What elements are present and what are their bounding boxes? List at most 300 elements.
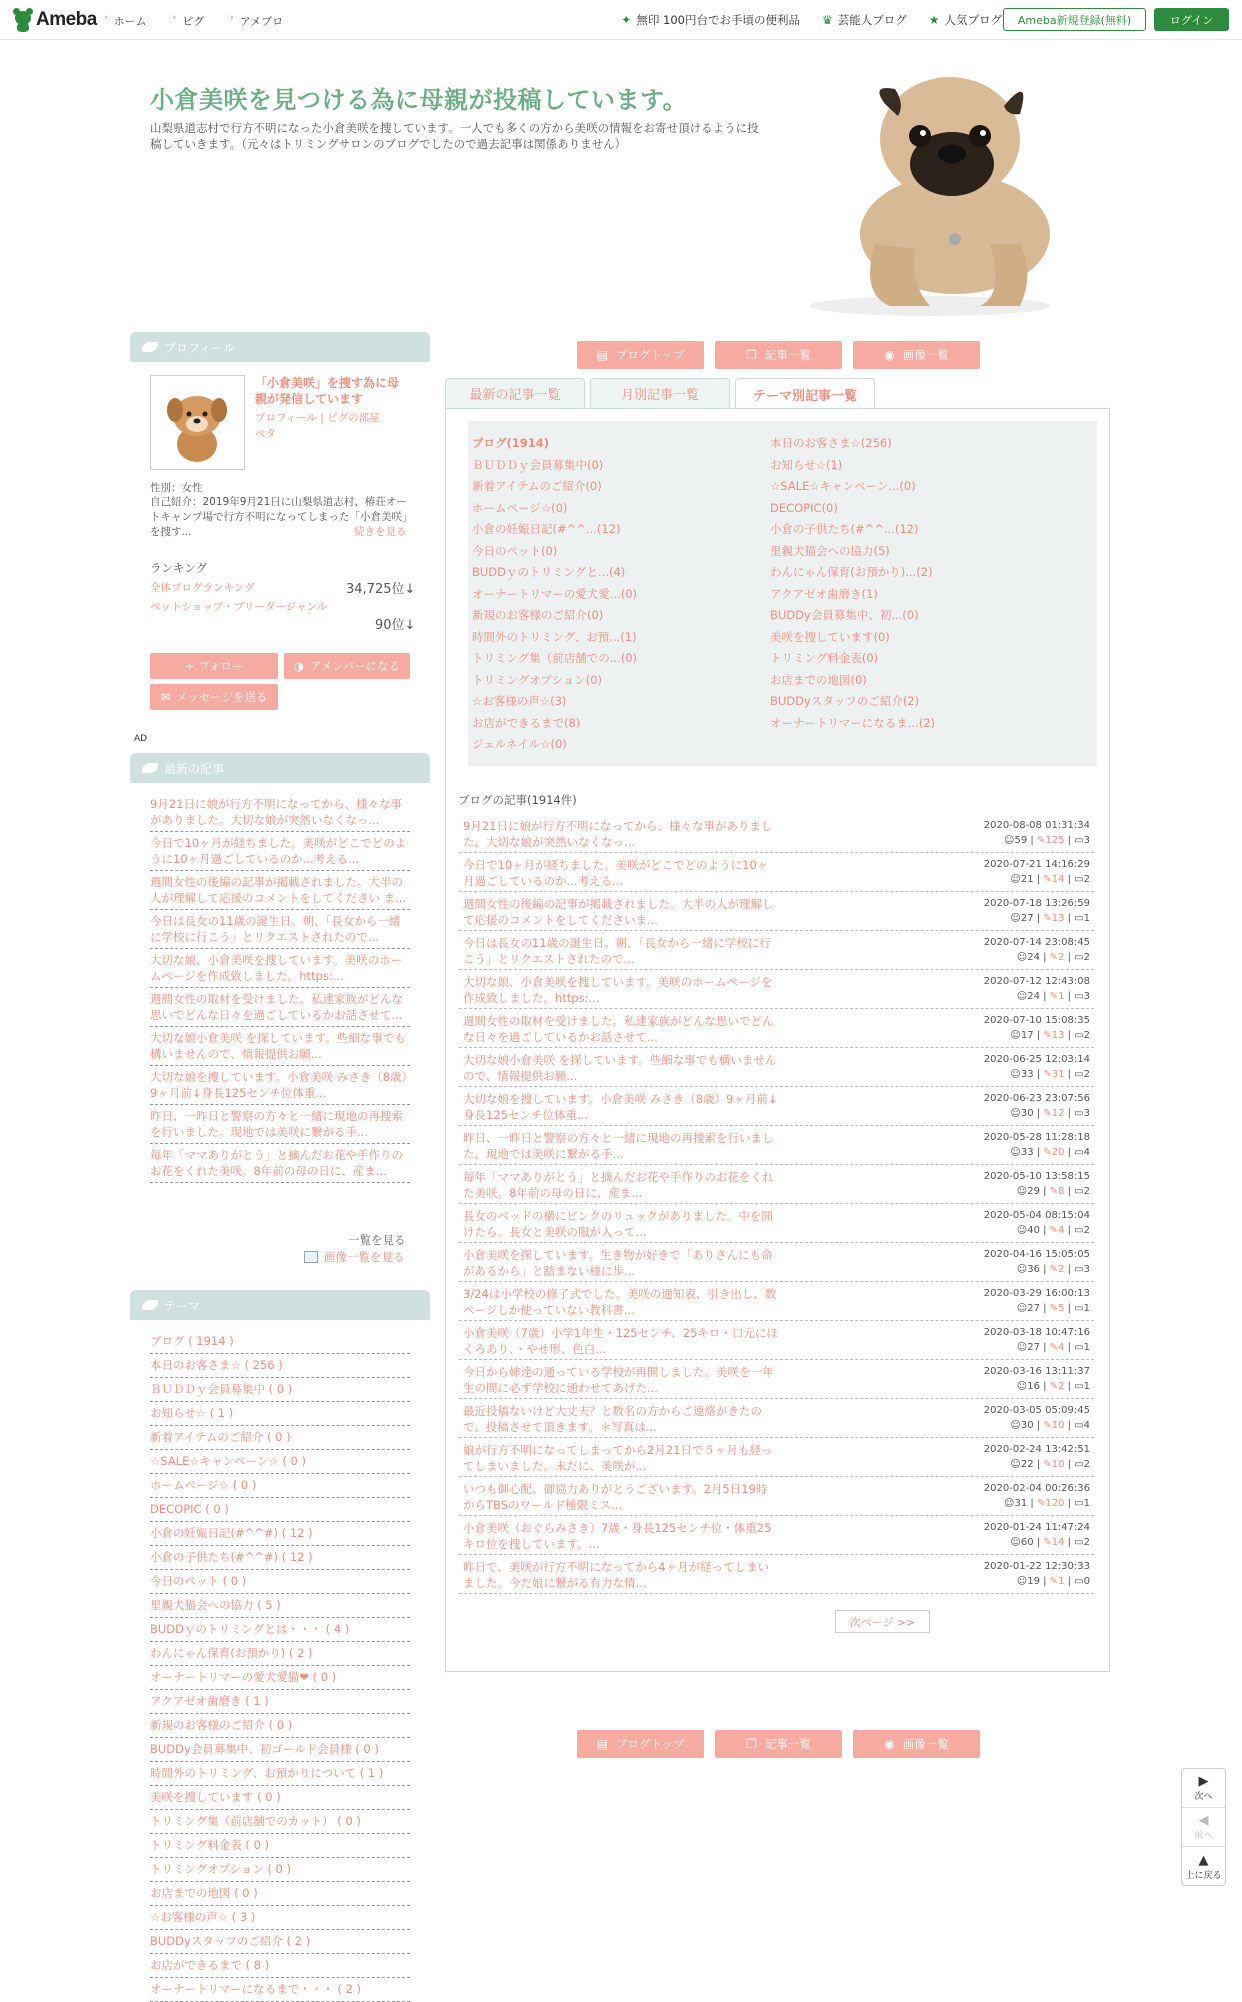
article-title[interactable]: 長女のベッドの横にピンクのリュックがありました。中を開けたら、長女と美咲の服が入って...	[463, 1209, 773, 1239]
article-stats: ☺16 | ✎2 | ▭1	[1016, 1381, 1090, 1392]
ameba-pig-icon	[12, 8, 34, 32]
theme-grid-item[interactable]: わんにゃん保育(お預かり)...(2)	[770, 565, 933, 579]
comment-count: 4	[1083, 1420, 1090, 1431]
recent-item[interactable]: 昨日、一昨日と警察の方々と一緒に現地の再捜索を行いました。現地では美咲に繋がる手...	[150, 1105, 410, 1144]
nav-item-popular-blog[interactable]: ★ 人気ブログ	[928, 13, 1002, 27]
article-date: 2020-01-22 12:30:33	[983, 1561, 1090, 1572]
theme-grid-item[interactable]: ホームページ☆(0)	[472, 500, 568, 515]
article-title[interactable]: 娘が行方不明になってしまってから2月21日で５ヶ月も経ってしまいました。未だに、美咲が...	[463, 1443, 773, 1473]
theme-grid-item[interactable]: 小倉の妊娠日記(#^^...(12)	[472, 522, 621, 536]
reblog-icon: ✎	[1043, 874, 1052, 885]
chevron-right-icon: ›	[104, 13, 108, 23]
comment-icon: ▭	[1074, 1420, 1084, 1431]
theme-grid-item[interactable]: 本日のお客さま☆(256)	[770, 436, 892, 450]
profile-name[interactable]: 「小倉美咲」を捜す為に母親が発信しています	[255, 376, 400, 406]
reblog-icon: ✎	[1049, 1576, 1059, 1587]
theme-item[interactable]: 本日のお客さま☆ ( 256 )	[150, 1354, 410, 1378]
theme-item[interactable]: ☆お客様の声☆ ( 3 )	[150, 1906, 410, 1930]
profile-header: プロフィール	[130, 332, 430, 362]
leaf-icon	[142, 1300, 158, 1310]
leaf-icon	[142, 763, 158, 773]
profile-links[interactable]: プロフィール | ピグの部屋 ベタ	[255, 412, 380, 440]
article-title[interactable]: 昨日で、美咲が行方不明になってから4ヶ月が経ってしまいました。今だ娘に繋がる有力な情...	[463, 1560, 770, 1590]
article-date: 2020-07-21 14:16:29	[983, 859, 1090, 870]
article-title[interactable]: 大切な娘を捜しています。小倉美咲 みさき（8歳）9ヶ月前↓身長125センチ位体重...	[463, 1092, 778, 1122]
comment-count: 3	[1083, 991, 1090, 1002]
article-stats: ☺60 | ✎14 | ▭2	[1010, 1537, 1090, 1548]
article-row	[459, 814, 1094, 853]
article-row	[459, 1009, 1094, 1048]
theme-item[interactable]: 今日のペット ( 0 )	[150, 1570, 410, 1594]
article-stats: ☺31 | ✎120 | ▭1	[1004, 1498, 1090, 1509]
blog-top-icon: ▤	[596, 1737, 608, 1751]
article-date: 2020-05-10 13:58:15	[983, 1171, 1090, 1182]
like-count: 21	[1020, 874, 1034, 885]
reblog-icon: ✎	[1036, 1498, 1046, 1509]
up-icon: ▲	[1198, 1852, 1209, 1868]
comment-icon: ▭	[1074, 991, 1084, 1002]
breadcrumb-ameblo[interactable]: アメブロ	[239, 15, 284, 28]
comment-icon: ▭	[1074, 1459, 1084, 1470]
article-date: 2020-02-04 00:26:36	[983, 1483, 1090, 1494]
tab-monthly[interactable]: 月別記事一覧	[590, 378, 730, 408]
comment-icon: ▭	[1074, 835, 1084, 846]
article-date: 2020-04-16 15:05:05	[983, 1249, 1090, 1260]
article-date: 2020-03-29 16:00:13	[983, 1288, 1090, 1299]
register-button[interactable]: Ameba新規登録(無料)	[1003, 8, 1146, 31]
article-tabs	[445, 378, 1110, 408]
profile-more-link[interactable]: 続きを見る	[354, 526, 407, 538]
recent-more-link[interactable]: 一覧を見る	[348, 1233, 406, 1247]
comment-count: 1	[1083, 1342, 1090, 1353]
breadcrumb-pigg[interactable]: ピグ	[182, 15, 205, 28]
comment-icon: ▭	[1074, 1537, 1084, 1548]
amember-icon: ◑	[293, 659, 304, 673]
like-count: 19	[1027, 1576, 1040, 1587]
prev-article-button[interactable]: ◀ 前へ	[1182, 1808, 1225, 1847]
theme-grid-item[interactable]: ☆お客様の声☆(3)	[472, 694, 567, 708]
theme-item[interactable]: 美咲を捜しています ( 0 )	[150, 1786, 410, 1810]
article-title[interactable]: 小倉美咲（7歳）小学1年生・125センチ、25キロ・口元にほくろあり、・やせ形、色白...	[463, 1326, 778, 1356]
article-title[interactable]: 今日で10ヶ月が経ちました。美咲がどこでどのように10ヶ月過ごしているのか...考える...	[463, 858, 769, 888]
article-title[interactable]: 毎年「ママありがとう」と摘んだお花や手作りのお花をくれた美咲。8年前の母の日に、産ま...	[463, 1170, 774, 1200]
comment-icon: ▭	[1074, 1303, 1084, 1314]
like-icon: ☺	[1016, 1381, 1028, 1392]
article-title[interactable]: 大切な娘、小倉美咲を捜しています。美咲のホームページを作成致しました。https:...	[463, 975, 773, 1005]
comment-icon: ▭	[1074, 1030, 1084, 1041]
article-title[interactable]: 3/24は小学校の修了式でした。美咲の通知表、引き出し、数ページしか使っていない教科書...	[463, 1287, 777, 1317]
nav-item-celebrity-blog[interactable]: ♛ 芸能人ブログ	[821, 13, 907, 27]
scroll-top-button[interactable]: ▲ 上に戻る	[1185, 1852, 1222, 1881]
article-row	[459, 1555, 1094, 1594]
like-icon: ☺	[1016, 991, 1028, 1002]
ameba-logo[interactable]: Ameba	[12, 8, 97, 32]
article-stats: ☺21 | ✎14 | ▭2	[1010, 874, 1090, 885]
reblog-icon: ✎	[1043, 1108, 1052, 1119]
article-stats: ☺24 | ✎1 | ▭3	[1016, 991, 1090, 1002]
like-icon: ☺	[1010, 874, 1021, 885]
breadcrumb	[104, 13, 309, 29]
recent-item[interactable]: 今日で10ヶ月が経ちました。美咲がどこでどのように10ヶ月過ごしているのか...考える...	[150, 832, 410, 871]
theme-grid-item[interactable]: 小倉の子供たち(#^^...(12)	[770, 522, 919, 536]
article-date: 2020-07-10 15:08:35	[983, 1015, 1090, 1026]
theme-item[interactable]: 新着アイテムのご紹介 ( 0 )	[150, 1426, 410, 1450]
like-icon: ☺	[1010, 1537, 1021, 1548]
comment-icon: ▭	[1074, 1147, 1084, 1158]
recent-item[interactable]: 大切な娘小倉美咲 を探しています。些細な事でも構いませんので、情報提供お願...	[150, 1027, 410, 1066]
article-stats: ☺27 | ✎4 | ▭1	[1016, 1342, 1090, 1353]
article-row	[459, 1360, 1094, 1399]
blog-article-count: ブログの記事(1914件)	[458, 793, 577, 807]
theme-item[interactable]: DECOPIC ( 0 )	[150, 1498, 410, 1522]
reblog-count: 2	[1058, 952, 1065, 963]
list-icon: ❐	[746, 1737, 757, 1751]
comment-icon: ▭	[1074, 1264, 1084, 1275]
reblog-icon: ✎	[1049, 1225, 1059, 1236]
article-title[interactable]: 9月21日に娘が行方不明になってから、様々な事がありました。大切な娘が突然いなくなっ...	[463, 819, 773, 849]
article-row	[459, 1477, 1094, 1516]
recent-item[interactable]: 毎年「ママありがとう」と摘んだお花や手作りのお花をくれた美咲。8年前の母の日に、産ま...	[150, 1144, 410, 1183]
article-stats: ☺29 | ✎8 | ▭2	[1016, 1186, 1090, 1197]
theme-grid-item[interactable]: 新規のお客様のご紹介(0)	[472, 608, 604, 622]
like-count: 17	[1020, 1030, 1034, 1041]
recent-item[interactable]: 大切な娘を捜しています。小倉美咲 みさき（8歳）9ヶ月前↓身長125センチ位体重...	[150, 1066, 410, 1105]
theme-item[interactable]: ホームページ☆ ( 0 )	[150, 1474, 410, 1498]
theme-grid-item[interactable]: お知らせ☆(1)	[770, 457, 843, 472]
comment-icon: ▭	[1074, 1225, 1084, 1236]
ranking-genre-value: 90位↓	[375, 618, 416, 633]
like-icon: ☺	[1010, 1459, 1021, 1470]
article-title[interactable]: 今日は長女の11歳の誕生日。朝、「長女から一緒に学校に行こう」とリクエストされたので...	[463, 936, 771, 966]
theme-item[interactable]: 新規のお客様のご紹介 ( 0 )	[150, 1714, 410, 1738]
ranking-overall-label[interactable]: 全体ブログランキング	[150, 582, 255, 594]
theme-grid-item[interactable]: オーナートリマーになるま...(2)	[770, 715, 936, 730]
recent-list	[150, 793, 410, 1183]
article-date: 2020-03-18 10:47:16	[983, 1327, 1090, 1338]
reblog-count: 20	[1051, 1147, 1065, 1158]
reblog-icon: ✎	[1043, 1030, 1052, 1041]
theme-grid-item[interactable]: ☆SALE☆キャンペーン...(0)	[770, 479, 916, 493]
comment-icon: ▭	[1074, 874, 1084, 885]
amember-button[interactable]: ◑ アメンバーになる	[284, 653, 410, 679]
star-icon: ★	[928, 13, 940, 27]
article-stats: ☺27 | ✎5 | ▭1	[1016, 1303, 1090, 1314]
theme-grid-item[interactable]: BUDDｙのトリミングと...(4)	[472, 565, 626, 579]
theme-item[interactable]: トリミング料金表 ( 0 )	[150, 1834, 410, 1858]
image-list-button[interactable]: ◉ 画像一覧	[853, 341, 980, 369]
theme-item[interactable]: わんにゃん保育(お預かり) ( 2 )	[150, 1642, 410, 1666]
article-list	[459, 814, 1094, 1594]
back-icon: ◀	[1198, 1813, 1209, 1828]
comment-icon: ▭	[1074, 1342, 1084, 1353]
article-stats: ☺36 | ✎2 | ▭3	[1016, 1264, 1090, 1275]
reblog-icon: ✎	[1043, 1537, 1052, 1548]
article-title[interactable]: 週間女性の後編の記事が掲載されました。大半の人が理解して応援のコメントをしてくださいま...	[463, 897, 774, 927]
like-count: 30	[1020, 1108, 1034, 1119]
comment-count: 2	[1083, 1225, 1090, 1236]
like-count: 59	[1014, 835, 1028, 846]
theme-grid-item[interactable]: お店までの地図(0)	[770, 672, 867, 687]
article-title[interactable]: 小倉美咲を探しています。生き物が好きで「ありさんにも命があるから」と踏まない様に歩...	[463, 1248, 773, 1278]
reblog-icon: ✎	[1049, 1186, 1059, 1197]
comment-count: 2	[1083, 1069, 1090, 1080]
recent-header: 最新の記事	[130, 753, 430, 783]
comment-icon: ▭	[1074, 952, 1084, 963]
like-icon: ☺	[1016, 952, 1028, 963]
like-count: 27	[1027, 1303, 1040, 1314]
like-icon: ☺	[1016, 1225, 1028, 1236]
theme-item[interactable]: BUDDyスタッフのご紹介 ( 2 )	[150, 1930, 410, 1954]
ranking-genre-label[interactable]: ペットショップ・ブリーダージャンル	[150, 601, 328, 613]
theme-item[interactable]: オーナートリマーになるまで・・・ ( 2 )	[150, 1978, 410, 2002]
article-title[interactable]: 昨日、一昨日と警察の方々と一緒に現地の再捜索を行いました。現地では美咲に繋がる手...	[463, 1131, 774, 1161]
reblog-count: 120	[1045, 1498, 1065, 1509]
article-row	[459, 970, 1094, 1009]
article-title[interactable]: 大切な娘小倉美咲 を探しています。些細な事でも構いませんので、情報提供お願...	[463, 1053, 777, 1083]
like-icon: ☺	[1010, 1069, 1021, 1080]
theme-item[interactable]: ☆SALE☆キャンペーン☆ ( 0 )	[150, 1450, 410, 1474]
recent-item[interactable]: 週間女性の後編の記事が掲載されました。大半の人が理解して応援のコメントをしてください ま...	[150, 871, 410, 910]
like-icon: ☺	[1004, 1498, 1015, 1509]
theme-grid-item[interactable]: お店ができるまで(8)	[472, 715, 581, 730]
like-count: 60	[1020, 1537, 1034, 1548]
reblog-count: 1	[1058, 991, 1065, 1002]
blog-top-button[interactable]: ▤ ブログトップ	[577, 1730, 704, 1758]
like-count: 40	[1027, 1225, 1040, 1236]
like-count: 27	[1027, 1342, 1040, 1353]
theme-grid-item[interactable]: トリミング集（前店舗での...(0)	[472, 651, 638, 665]
theme-item[interactable]: 里親犬猫会への協力 ( 5 )	[150, 1594, 410, 1618]
ranking-overall-value: 34,725位↓	[346, 582, 416, 597]
reblog-icon: ✎	[1043, 1147, 1052, 1158]
theme-item[interactable]: お店ができるまで ( 8 )	[150, 1954, 410, 1978]
theme-grid-item[interactable]: 新着アイテムのご紹介(0)	[472, 479, 602, 493]
article-stats: ☺33 | ✎31 | ▭2	[1010, 1069, 1090, 1080]
like-icon: ☺	[1004, 835, 1015, 846]
theme-item[interactable]: BUDDy会員募集中、初ゴールド会員様 ( 0 )	[150, 1738, 410, 1762]
comment-count: 2	[1083, 874, 1090, 885]
article-date: 2020-06-25 12:03:14	[983, 1054, 1090, 1065]
comment-icon: ▭	[1074, 1576, 1084, 1587]
comment-icon: ▭	[1074, 1108, 1084, 1119]
reblog-icon: ✎	[1049, 1381, 1059, 1392]
reblog-icon: ✎	[1043, 1069, 1052, 1080]
theme-grid-item[interactable]: DECOPIC(0)	[770, 500, 838, 515]
like-icon: ☺	[1016, 1576, 1028, 1587]
theme-item[interactable]: ブログ ( 1914 )	[150, 1330, 410, 1354]
theme-item[interactable]: トリミングオプション ( 0 )	[150, 1858, 410, 1882]
reblog-count: 14	[1051, 1537, 1065, 1548]
theme-grid	[468, 421, 1097, 766]
reblog-count: 2	[1058, 1264, 1065, 1275]
reblog-count: 13	[1051, 913, 1065, 924]
reblog-count: 125	[1045, 835, 1065, 846]
comment-count: 2	[1083, 1537, 1090, 1548]
article-date: 2020-01-24 11:47:24	[983, 1522, 1090, 1533]
theme-item[interactable]: 小倉の子供たち(#^^#) ( 12 )	[150, 1546, 410, 1570]
reblog-count: 1	[1058, 1576, 1065, 1587]
theme-item[interactable]: 小倉の妊娠日記(#^^#) ( 12 )	[150, 1522, 410, 1546]
like-icon: ☺	[1016, 1264, 1028, 1275]
article-row	[459, 1126, 1094, 1165]
article-stats: ☺30 | ✎10 | ▭4	[1010, 1420, 1090, 1431]
top-bar	[0, 0, 1242, 40]
theme-item[interactable]: トリミング集（前店舗でのカット） ( 0 )	[150, 1810, 410, 1834]
comment-icon: ▭	[1074, 1498, 1084, 1509]
theme-grid-item[interactable]: トリミングオプション(0)	[472, 672, 603, 687]
like-count: 33	[1020, 1147, 1034, 1158]
theme-grid-item[interactable]: ＢＵＤＤｙ会員募集中(0)	[472, 457, 604, 472]
article-list-button[interactable]: ❐ 記事一覧	[715, 1730, 842, 1758]
article-stats: ☺30 | ✎12 | ▭3	[1010, 1108, 1090, 1119]
article-list-button[interactable]: ❐ 記事一覧	[715, 341, 842, 369]
message-button[interactable]: ✉ メッセージを送る	[150, 684, 278, 710]
article-title[interactable]: いつも御心配、御協力ありがとうございます。2月5日19時からTBSのワールド極限ミス...	[463, 1482, 768, 1512]
nav-item-muji[interactable]: ✦ 無印 100円台でお手頃の便利品	[621, 13, 800, 27]
article-stats: ☺19 | ✎1 | ▭0	[1016, 1576, 1090, 1587]
theme-grid-item[interactable]: ジェルネイル☆(0)	[472, 737, 567, 751]
theme-grid-item[interactable]: BUDDyスタッフのご紹介(2)	[770, 694, 920, 708]
recent-item[interactable]: 今日は長女の11歳の誕生日。朝、「長女から一緒に学校に行こう」とリクエストされたので...	[150, 910, 410, 949]
like-count: 33	[1020, 1069, 1034, 1080]
next-article-button[interactable]: ▶ 次へ	[1182, 1769, 1225, 1808]
theme-list	[150, 1330, 410, 2002]
like-count: 24	[1027, 991, 1040, 1002]
like-count: 30	[1020, 1420, 1034, 1431]
tab-latest[interactable]: 最新の記事一覧	[445, 378, 585, 408]
article-row	[459, 853, 1094, 892]
recent-item[interactable]: 大切な娘、小倉美咲を捜しています。美咲のホームページを作成致しました。https:...	[150, 949, 410, 988]
article-row	[459, 892, 1094, 931]
sparkle-icon: ✦	[621, 13, 632, 27]
article-date: 2020-03-16 13:11:37	[983, 1366, 1090, 1377]
theme-grid-item[interactable]: 今日のペット(0)	[472, 543, 558, 558]
comment-count: 0	[1083, 1576, 1090, 1587]
article-date: 2020-07-12 12:43:08	[983, 976, 1090, 987]
profile-gender: 性別：女性	[150, 482, 203, 494]
theme-grid-item[interactable]: トリミング料金表(0)	[770, 651, 879, 665]
follow-button[interactable]: + フォロー	[150, 653, 278, 679]
article-title[interactable]: 小倉美咲（おぐらみさき）7歳・身長125センチ位・体重25キロ位を捜しています。...	[463, 1521, 772, 1551]
theme-item[interactable]: BUDDｙのトリミングとは・・・ ( 4 )	[150, 1618, 410, 1642]
article-date: 2020-03-05 05:09:45	[983, 1405, 1090, 1416]
comment-count: 3	[1083, 835, 1090, 846]
reblog-count: 12	[1051, 1108, 1065, 1119]
reblog-count: 5	[1058, 1303, 1065, 1314]
theme-grid-item[interactable]: 里親犬猫会への協力(5)	[770, 543, 890, 558]
blog-description: 山梨県道志村で行方不明になった小倉美咲を捜しています。一人でも多くの方から美咲の情報をお寄せ頂けるように投稿していきます。（元々はトリミングサロンのブログでしたので過去記事は関係ありません）	[150, 121, 759, 151]
comment-count: 1	[1083, 1381, 1090, 1392]
reblog-count: 31	[1051, 1069, 1065, 1080]
profile-intro: 自己紹介：2019年9月21日に山梨県道志村、椿荘オートキャンプ場で行方不明になってしまった「小倉美咲」を捜す...	[150, 496, 408, 538]
comment-icon: ▭	[1074, 913, 1084, 924]
article-stats: ☺17 | ✎13 | ▭2	[1010, 1030, 1090, 1041]
like-icon: ☺	[1016, 1303, 1028, 1314]
comment-icon: ▭	[1074, 1069, 1084, 1080]
theme-grid-item[interactable]: BUDDy会員募集中、初...(0)	[770, 608, 919, 622]
theme-grid-item[interactable]: オーナートリマーの愛犬愛...(0)	[472, 586, 638, 601]
leaf-icon	[142, 342, 158, 352]
blog-top-icon: ▤	[596, 348, 608, 362]
comment-count: 3	[1083, 1264, 1090, 1275]
reblog-icon: ✎	[1049, 991, 1059, 1002]
pug-header-image	[780, 44, 1080, 324]
theme-item[interactable]: 時間外のトリミング、お預かりについて ( 1 )	[150, 1762, 410, 1786]
like-icon: ☺	[1010, 1420, 1021, 1431]
article-row	[459, 1204, 1094, 1243]
article-stats: ☺22 | ✎10 | ▭2	[1010, 1459, 1090, 1470]
reblog-icon: ✎	[1043, 913, 1052, 924]
reblog-icon: ✎	[1049, 952, 1059, 963]
article-stats: ☺27 | ✎13 | ▭1	[1010, 913, 1090, 924]
theme-grid-item[interactable]: 美咲を捜しています(0)	[770, 629, 890, 644]
like-icon: ☺	[1010, 1030, 1021, 1041]
article-title[interactable]: 最近投稿ないけど大丈夫？と数名の方からご連絡がきたので、投稿させて頂きます。＊写真は...	[463, 1404, 762, 1434]
comment-count: 1	[1083, 1498, 1090, 1509]
article-date: 2020-05-04 08:15:04	[983, 1210, 1090, 1221]
reblog-icon: ✎	[1036, 835, 1046, 846]
article-title[interactable]: 週間女性の取材を受けました。私達家族がどんな思いでどんな日々を過ごしているかお話させて...	[463, 1014, 774, 1044]
article-date: 2020-07-18 13:26:59	[983, 898, 1090, 909]
theme-item[interactable]: お知らせ☆ ( 1 )	[150, 1402, 410, 1426]
crown-icon: ♛	[821, 13, 833, 27]
recent-item[interactable]: 9月21日に娘が行方不明になってから、様々な事がありました。大切な娘が突然いなくなっ...	[150, 793, 410, 832]
comment-count: 4	[1083, 1147, 1090, 1158]
like-icon: ☺	[1016, 1342, 1028, 1353]
next-page-button[interactable]: 次ページ >>	[835, 1610, 930, 1633]
like-icon: ☺	[1016, 1186, 1028, 1197]
chevron-right-icon: ›	[230, 13, 234, 23]
theme-item[interactable]: お店までの地図 ( 0 )	[150, 1882, 410, 1906]
breadcrumb-home[interactable]: ホーム	[113, 15, 147, 28]
article-row	[459, 1282, 1094, 1321]
theme-item[interactable]: アクアゼオ歯磨き ( 1 )	[150, 1690, 410, 1714]
theme-item[interactable]: オーナートリマーの愛犬愛猫❤ ( 0 )	[150, 1666, 410, 1690]
comment-count: 2	[1083, 1030, 1090, 1041]
login-button[interactable]: ログイン	[1154, 8, 1229, 31]
article-row	[459, 1321, 1094, 1360]
comment-count: 3	[1083, 1108, 1090, 1119]
recent-item[interactable]: 週間女性の取材を受けました。私達家族がどんな思いでどんな日々を過ごしているかお話させて...	[150, 988, 410, 1027]
theme-grid-item[interactable]: 時間外のトリミング、お預...(1)	[472, 629, 637, 644]
ranking-heading: ランキング	[150, 561, 208, 575]
reblog-icon: ✎	[1049, 1264, 1059, 1275]
reblog-count: 14	[1051, 874, 1065, 885]
camera-icon: ◉	[884, 1737, 895, 1751]
reblog-count: 4	[1058, 1342, 1065, 1353]
theme-item[interactable]: ＢＵＤＤｙ会員募集中 ( 0 )	[150, 1378, 410, 1402]
tab-theme[interactable]: テーマ別記事一覧	[735, 378, 875, 409]
blog-top-button[interactable]: ▤ ブログトップ	[577, 341, 704, 369]
image-list-link[interactable]: 画像一覧を見る	[304, 1249, 405, 1265]
like-count: 27	[1020, 913, 1034, 924]
comment-count: 1	[1083, 913, 1090, 924]
image-icon	[304, 1251, 318, 1263]
theme-grid-item[interactable]: ブログ(1914)	[472, 436, 550, 450]
article-row	[459, 1438, 1094, 1477]
blog-title[interactable]: 小倉美咲を見つける為に母親が投稿しています。	[150, 86, 688, 114]
image-list-button[interactable]: ◉ 画像一覧	[853, 1730, 980, 1758]
reblog-icon: ✎	[1043, 1420, 1052, 1431]
like-count: 29	[1027, 1186, 1040, 1197]
theme-grid-item[interactable]: アクアゼオ歯磨き(1)	[770, 586, 878, 601]
play-icon: ▶	[1198, 1774, 1209, 1789]
reblog-count: 8	[1058, 1186, 1065, 1197]
like-icon: ☺	[1010, 1147, 1021, 1158]
chevron-right-icon: ›	[172, 13, 177, 23]
article-title[interactable]: 今日から姉達の通っている学校が再開しました。美咲を一年生の間に必ず学校に通わせてあげた...	[463, 1365, 774, 1395]
avatar[interactable]	[150, 375, 245, 470]
